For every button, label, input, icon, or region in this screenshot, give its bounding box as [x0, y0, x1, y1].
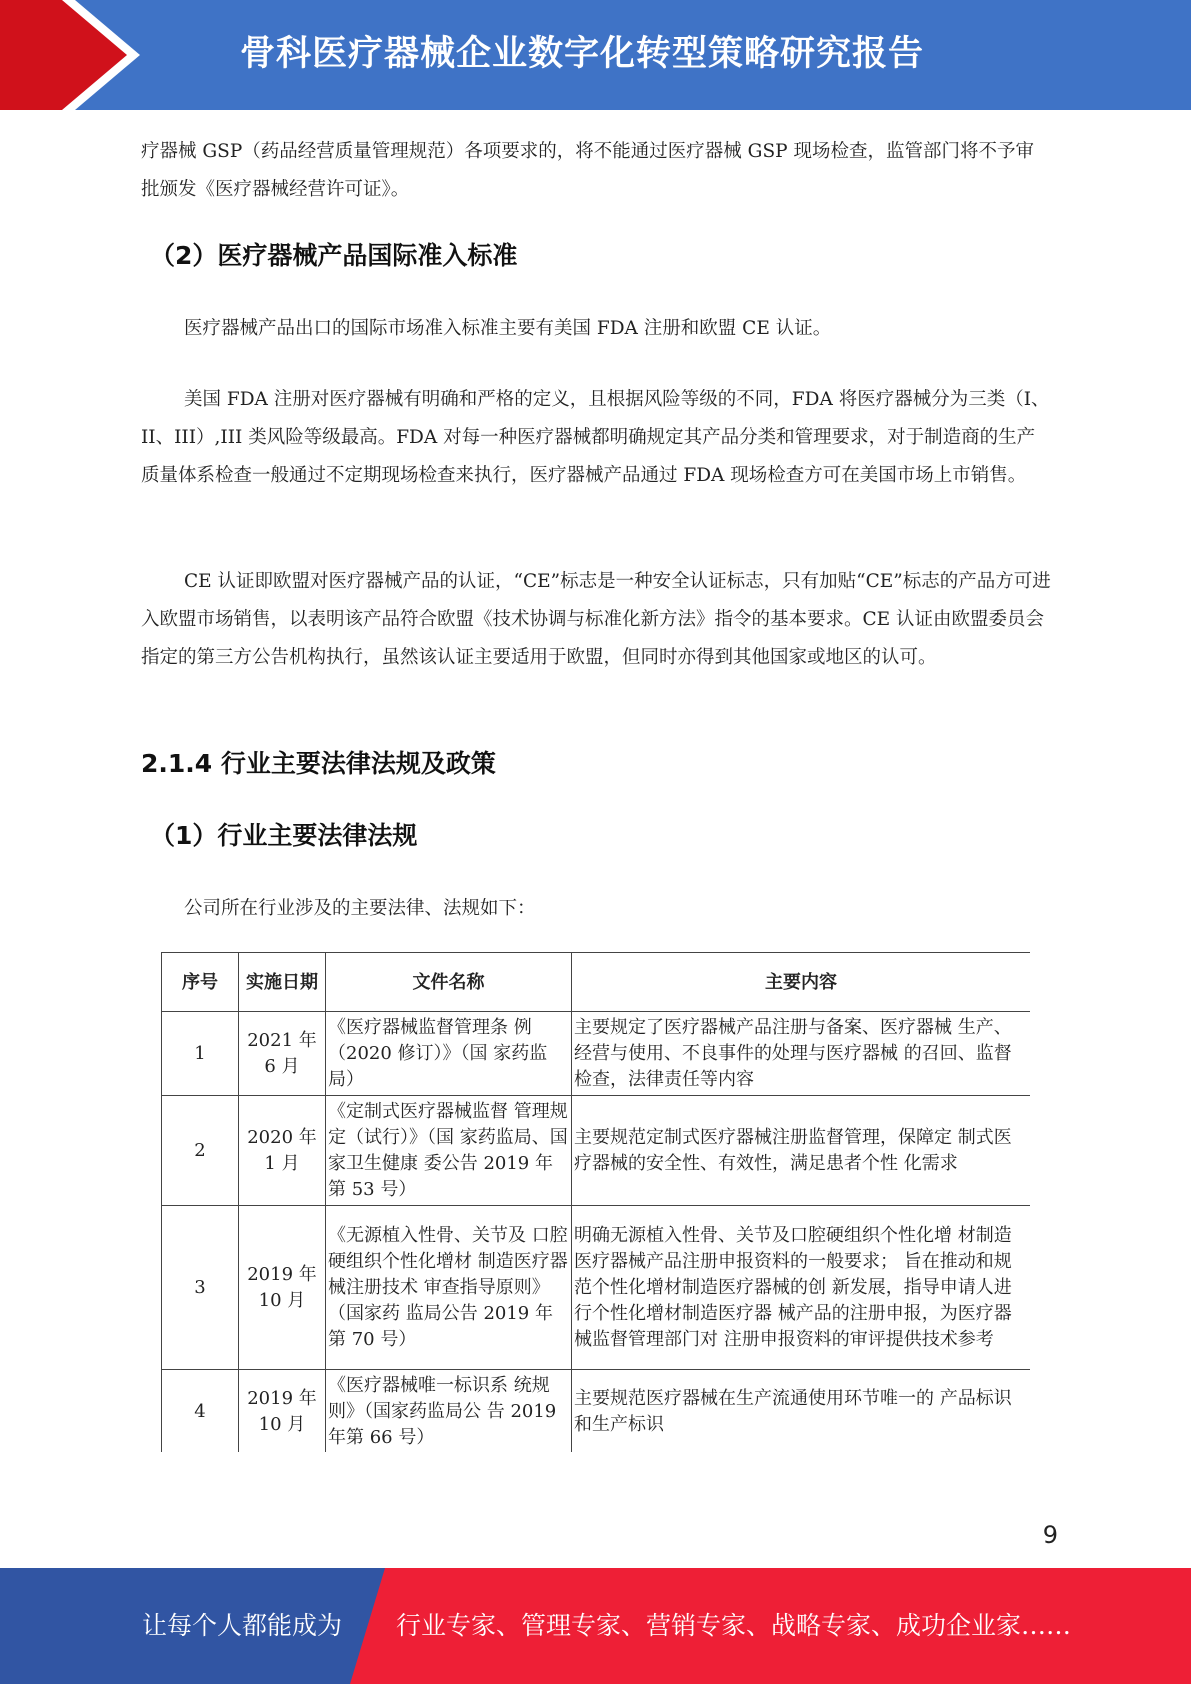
cell-content: 主要规范定制式医疗器械注册监督管理，保障定 制式医疗器械的安全性、有效性，满足患者个性 化需求: [572, 1096, 1031, 1206]
laws-table-container: [161, 952, 1030, 1452]
page-footer: [0, 1568, 1191, 1684]
table-row: [162, 1096, 1031, 1206]
cell-name: 《定制式医疗器械监督 管理规定（试行）》（国 家药监局、国家卫生健康 委公告 2019 年第 53 号）: [326, 1096, 572, 1206]
page-number: 9: [1042, 1521, 1058, 1549]
col-header-date: 实施日期: [239, 953, 326, 1012]
section-heading-2-1-4: 2.1.4 行业主要法律法规及政策: [141, 749, 496, 778]
paragraph-laws-intro: 公司所在行业涉及的主要法律、法规如下：: [184, 898, 536, 919]
footer-slogan-left: 让每个人都能成为: [142, 1611, 343, 1640]
paragraph-gsp: 疗器械 GSP（药品经营质量管理规范）各项要求的，将不能通过医疗器械 GSP 现场检查，监管部门将不予审批颁发《医疗器械经营许可证》。: [141, 141, 1034, 200]
cell-name: 《无源植入性骨、关节及 口腔硬组织个性化增材 制造医疗器械注册技术 审查指导原则》（国家药 监局公告 2019 年第 70 号）: [326, 1206, 572, 1370]
col-header-no: 序号: [162, 953, 239, 1012]
paragraph-ce: CE 认证即欧盟对医疗器械产品的认证，“CE”标志是一种安全认证标志，只有加贴“CE”标志的产品方可进入欧盟市场销售，以表明该产品符合欧盟《技术协调与标准化新方法》指令的基本要求。CE 认证由欧盟委员会指定的第三方公告机构执行，虽然该认证主要适用于欧盟，但同时亦得到其他国家或地区的认可。: [141, 571, 1051, 668]
cell-date: 2019 年 10 月: [239, 1206, 326, 1370]
cell-no: 3: [162, 1206, 239, 1370]
table-row: [162, 1370, 1031, 1453]
laws-table: [161, 952, 1030, 1452]
table-row: [162, 1012, 1031, 1096]
cell-no: 1: [162, 1012, 239, 1096]
cell-date: 2019 年 10 月: [239, 1370, 326, 1453]
cell-name: 《医疗器械唯一标识系 统规则》（国家药监局公 告 2019 年第 66 号）: [326, 1370, 572, 1453]
col-header-content: 主要内容: [572, 953, 1031, 1012]
cell-date: 2021 年 6 月: [239, 1012, 326, 1096]
cell-content: 明确无源植入性骨、关节及口腔硬组织个性化增 材制造医疗器械产品注册申报资料的一般要求； 旨在推动和规范个性化增材制造医疗器械的创 新发展，指导申请人进行个性化增材制造医疗器 械产品的注册申报，为医疗器械监督管理部门对 注册申报资料的审评提供技术参考: [572, 1206, 1031, 1370]
cell-no: 2: [162, 1096, 239, 1206]
cell-content: 主要规范医疗器械在生产流通使用环节唯一的 产品标识和生产标识: [572, 1370, 1031, 1453]
page-header: [0, 0, 1191, 110]
table-row: [162, 1206, 1031, 1370]
cell-date: 2020 年 1 月: [239, 1096, 326, 1206]
heading-main-laws: （1）行业主要法律法规: [150, 821, 418, 850]
paragraph-fda: 美国 FDA 注册对医疗器械有明确和严格的定义，且根据风险等级的不同，FDA 将医疗器械分为三类（I、II、III）,III 类风险等级最高。FDA 对每一种医疗器械都明确规定其产品分类和管理要求，对于制造商的生产质量体系检查一般通过不定期现场检查来执行，医疗器械产品通过 FDA 现场检查方可在美国市场上市销售。: [141, 389, 1050, 486]
heading-international-standards: （2）医疗器械产品国际准入标准: [150, 241, 518, 270]
cell-content: 主要规定了医疗器械产品注册与备案、医疗器械 生产、经营与使用、不良事件的处理与医疗器械 的召回、监督检查，法律责任等内容: [572, 1012, 1031, 1096]
table-header-row: [162, 953, 1031, 1012]
paragraph-international-intro: 医疗器械产品出口的国际市场准入标准主要有美国 FDA 注册和欧盟 CE 认证。: [184, 318, 832, 339]
footer-slogan-right: 行业专家、管理专家、营销专家、战略专家、成功企业家……: [396, 1611, 1072, 1640]
red-chevron-decoration: [0, 0, 150, 110]
cell-no: 4: [162, 1370, 239, 1453]
report-title: 骨科医疗器械企业数字化转型策略研究报告: [240, 34, 925, 74]
cell-name: 《医疗器械监督管理条 例（2020 修订）》（国 家药监局）: [326, 1012, 572, 1096]
col-header-name: 文件名称: [326, 953, 572, 1012]
